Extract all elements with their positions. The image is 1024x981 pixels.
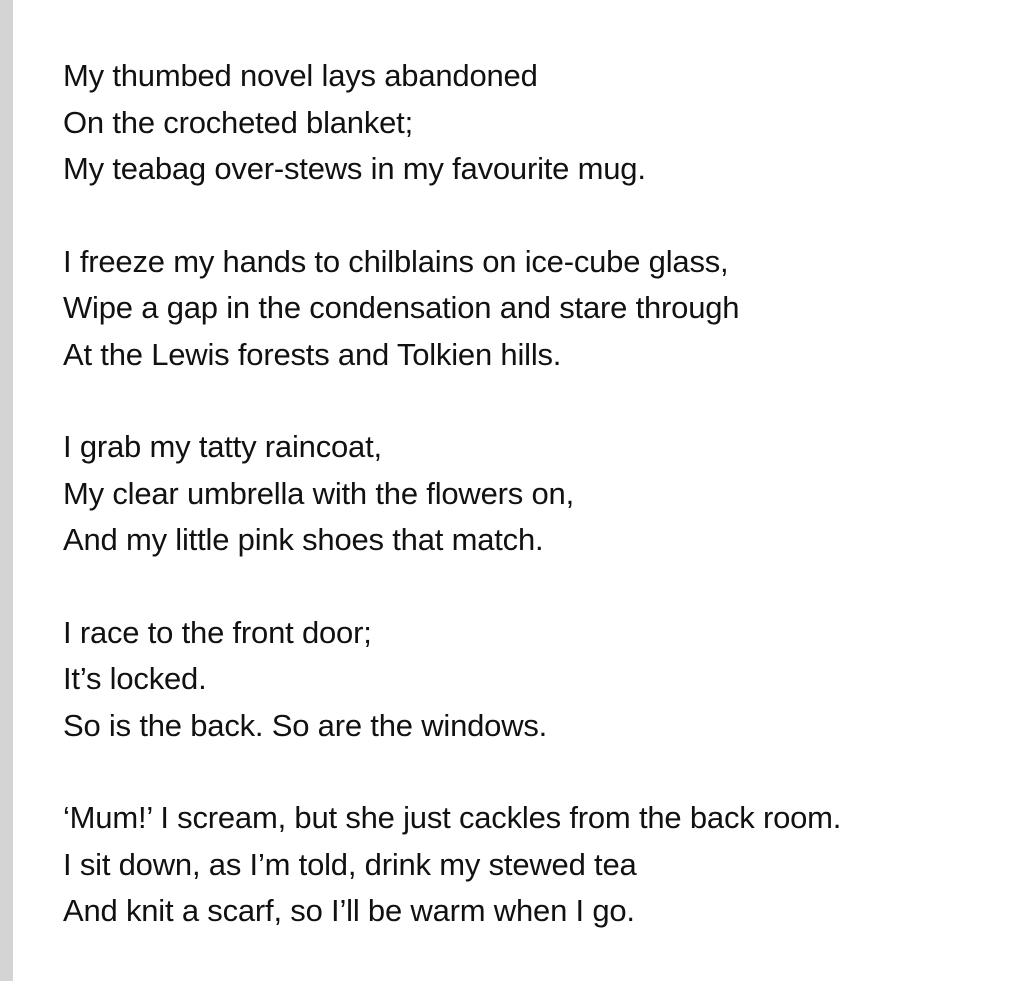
poem-line: So is the back. So are the windows. bbox=[63, 707, 548, 743]
poem-line: My teabag over-stews in my favourite mug. bbox=[63, 151, 646, 186]
poem-line: It’s locked. bbox=[63, 661, 207, 696]
page-left-margin bbox=[0, 0, 13, 981]
poem-line: My thumbed novel lays abandoned bbox=[63, 58, 538, 93]
stanza-5 bbox=[63, 795, 1004, 935]
poem-line: Wipe a gap in the condensation and stare through bbox=[63, 290, 740, 325]
stanza-3 bbox=[63, 424, 1004, 564]
poem-line: And my little pink shoes that match. bbox=[63, 522, 544, 557]
poem-line: And knit a scarf, so I’ll be warm when I go. bbox=[63, 893, 635, 928]
poem-line: On the crocheted blanket; bbox=[63, 104, 414, 140]
stanza-4 bbox=[63, 610, 1004, 750]
poem-line: My clear umbrella with the flowers on, bbox=[63, 475, 574, 511]
stanza-1 bbox=[63, 53, 1004, 193]
poem-line: ‘Mum!’ I scream, but she just cackles from the back room. bbox=[63, 800, 842, 835]
poem-line: At the Lewis forests and Tolkien hills. bbox=[63, 336, 562, 372]
poem-line: I grab my tatty raincoat, bbox=[63, 429, 382, 464]
poem-line: I race to the front door; bbox=[63, 614, 372, 650]
poem-line: I freeze my hands to chilblains on ice-cube glass, bbox=[63, 243, 729, 279]
poem-line: I sit down, as I’m told, drink my stewed tea bbox=[63, 846, 637, 882]
stanza-2 bbox=[63, 239, 1004, 379]
poem-body bbox=[63, 53, 1004, 981]
